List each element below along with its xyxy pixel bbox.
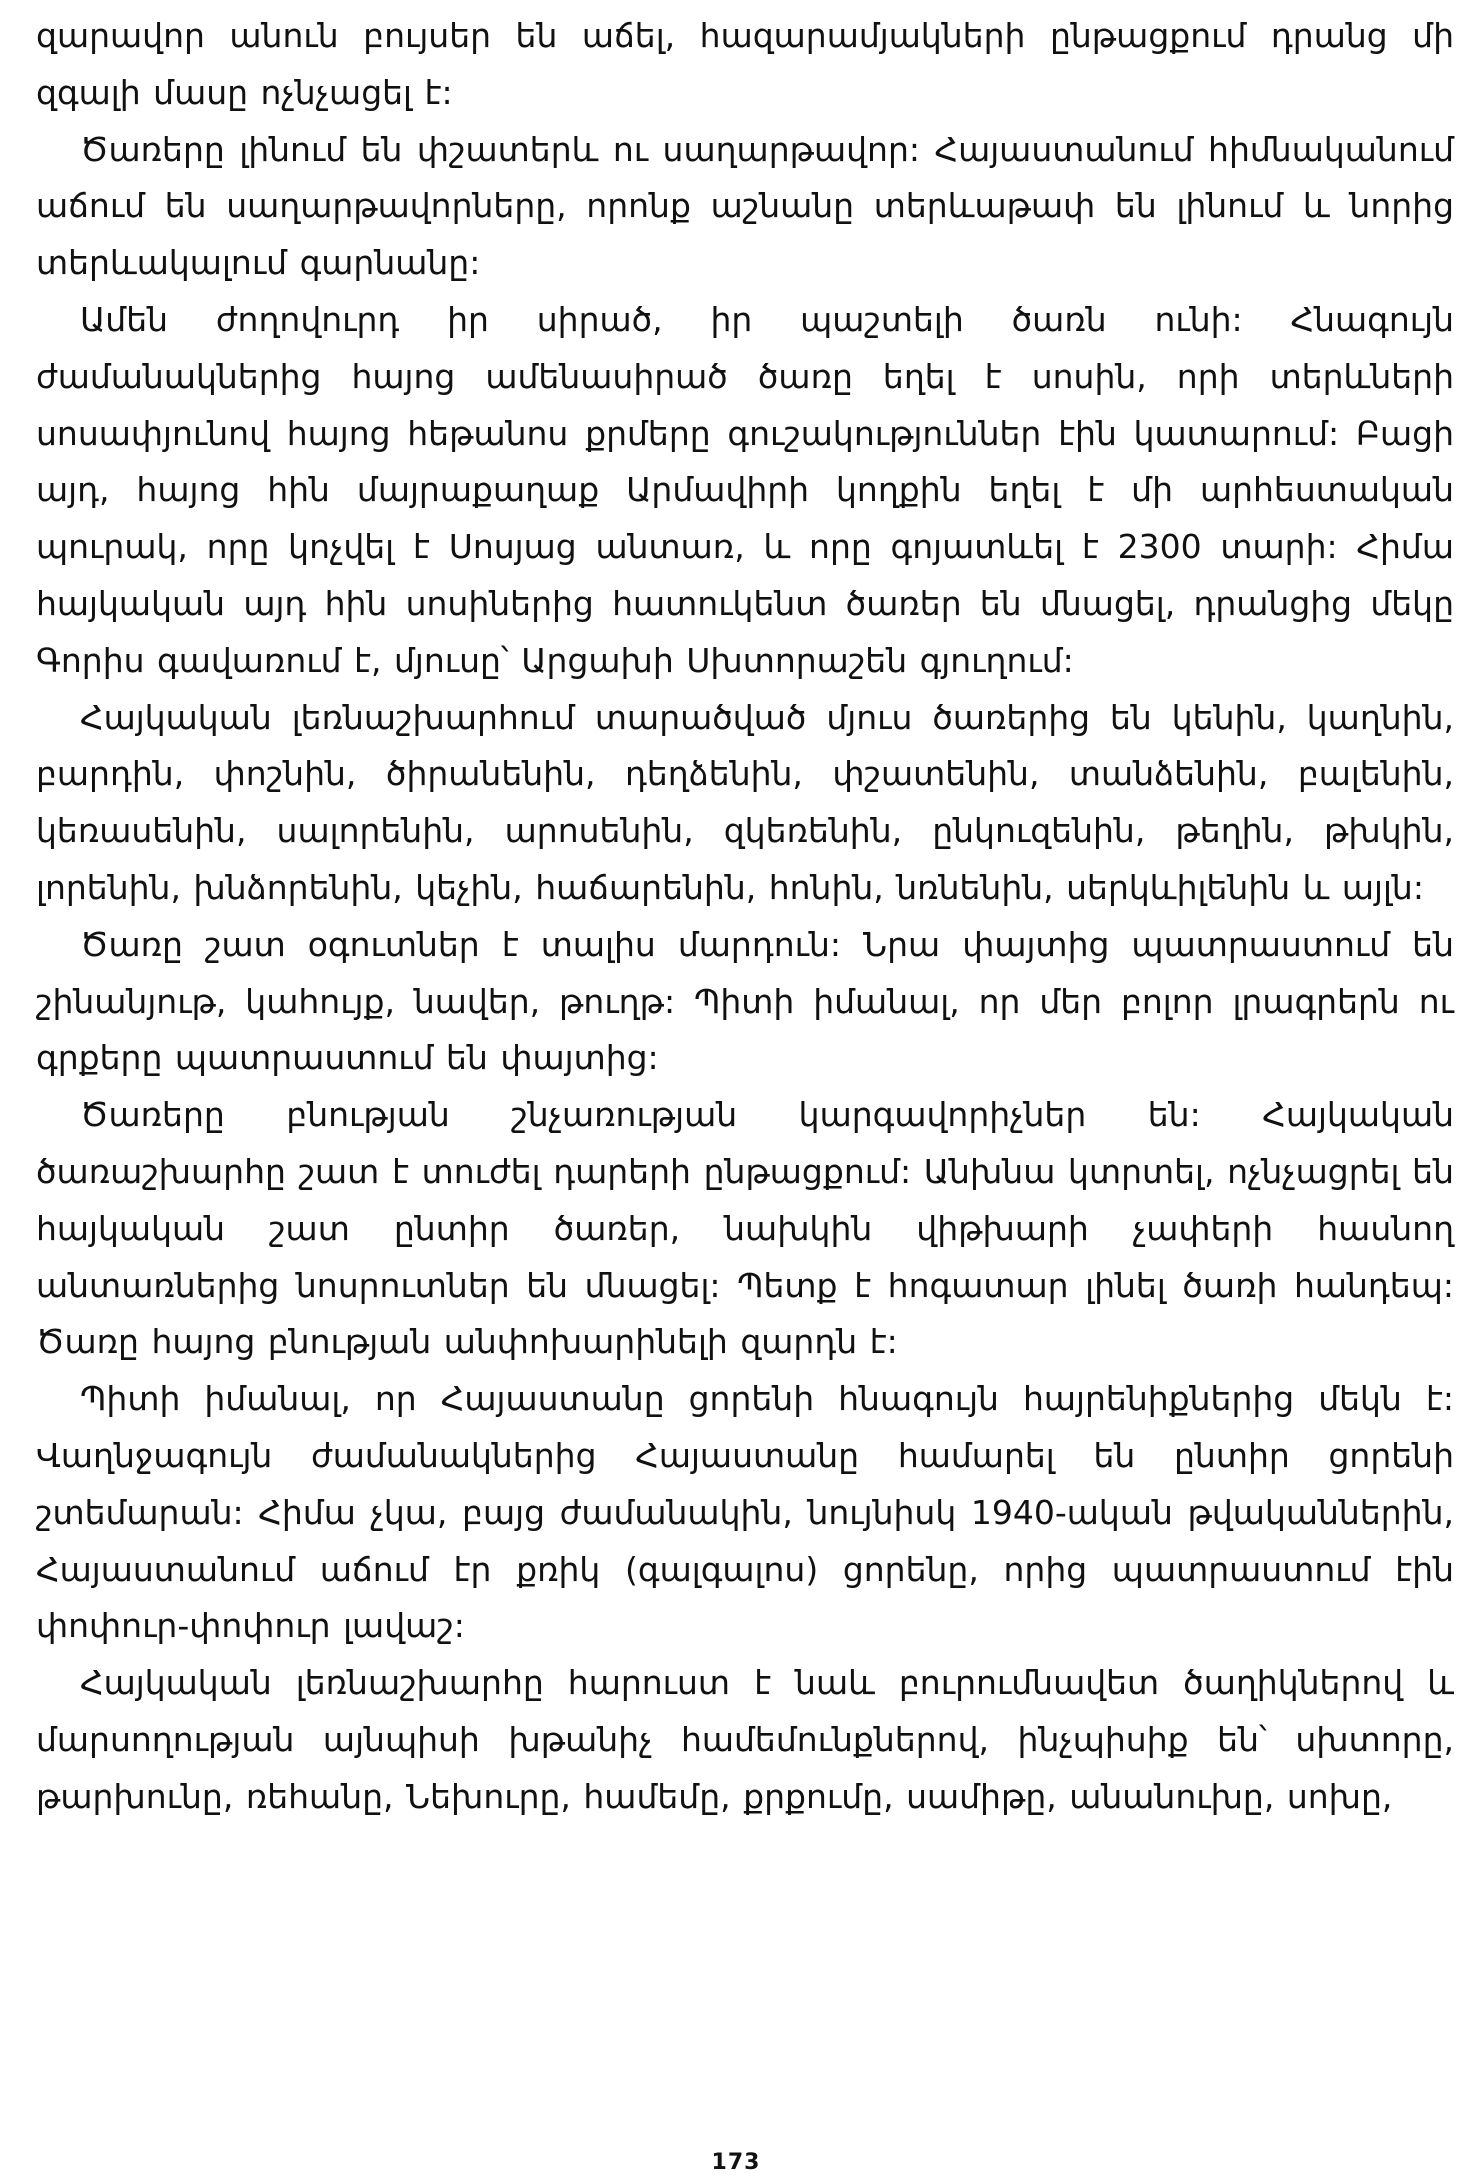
paragraph-sacred-tree: Ամեն ժողովուրդ իր սիրած, իր պաշտելի ծառն ունի: Հնագույն ժամանակներից հայոց ամենասիրած ծառը եղել է սոսին, որի տերևների սոսափյունով հայոց հեթանոս քրմերը գուշակություններ էին կատարում: Բացի այդ, հայոց հին մայրաքաղաք Արմավիրի կողքին եղել է մի արհեստական պուրակ, որը կոչվել է Սոսյաց անտառ, և որը գոյատևել է 2300 տարի: Հիմա հայկական այդ հին սոսիներից հատուկենտ ծառեր են մնացել, դրանցից մեկը Գորիս գավառում է, մյուսը՝ Արցախի Սխտորաշեն գյուղում:: [36, 299, 1454, 680]
paragraph-tree-list: Հայկական լեռնաշխարհում տարածված մյուս ծառերից են կենին, կաղնին, բարդին, փոշնին, ծիրանենին, դեղձենին, փշատենին, տանձենին, բալենին, կեռասենին, սալորենին, արոսենին, զկեռենին, ընկուզենին, թեղին, թխկին, լորենին, խնձորենին, կեչին, հաճարենին, հոնին, նռնենին, սերկևիլենին և այլն:: [36, 697, 1454, 907]
page-number: 173: [711, 2150, 761, 2175]
paragraph-trees-types: Ծառերը լինում են փշատերև ու սաղարթավոր: Հայաստանում հիմնականում աճում են սաղարթավորները, որոնք աշնանը տերևաթափ են լինում և նորից տերևակալում գարնանը:: [36, 129, 1454, 283]
paragraph-wheat: Պիտի իմանալ, որ Հայաստանը ցորենի հնագույն հայրենիքներից մեկն է: Վաղնջագույն ժամանակներից Հայաստանը համարել են ընտիր ցորենի շտեմարան: Հիմա չկա, բայց ժամանակին, նույնիսկ 1940-ական թվականներին, Հայաստանում աճում էր քռիկ (գալգալոս) ցորենը, որից պատրաստում էին փոփուր-փոփուր լավաշ:: [36, 1379, 1454, 1646]
paragraph-tree-uses: Ծառը շատ օգուտներ է տալիս մարդուն: Նրա փայտից պատրաստում են շինանյութ, կահույք, նավեր, թուղթ: Պիտի իմանալ, որ մեր բոլոր լրագրերն ու գրքերը պատրաստում են փայտից:: [36, 924, 1454, 1078]
paragraph-tree-protection: Ծառերը բնության շնչառության կարգավորիչներ են: Հայկական ծառաշխարհը շատ է տուժել դարերի ընթացքում: Անխնա կտրտել, ոչնչացրել են հայկական շատ ընտիր ծառեր, նախկին վիթխարի չափերի հասնող անտառներից նոսրուտներ են մնացել: Պետք է հոգատար լինել ծառի հանդեպ: Ծառը հայոց բնության անփոխարինելի զարդն է:: [36, 1095, 1454, 1362]
paragraph-continuation: զարավոր անուն բույսեր են աճել, հազարամյակների ընթացքում դրանց մի զգալի մասը ոչնչացել է:: [36, 16, 1454, 112]
paragraph-herbs: Հայկական լեռնաշխարհը հարուստ է նաև բուրումնավետ ծաղիկներով և մարսողության այնպիսի խթանիչ համեմունքներով, ինչպիսիք են՝ սխտորը, թարխունը, ռեհանը, Նեխուրը, համեմը, քրքումը, սամիթը, անանուխը, սոխը,: [36, 1663, 1454, 1816]
body-text: [36, 8, 1454, 1826]
